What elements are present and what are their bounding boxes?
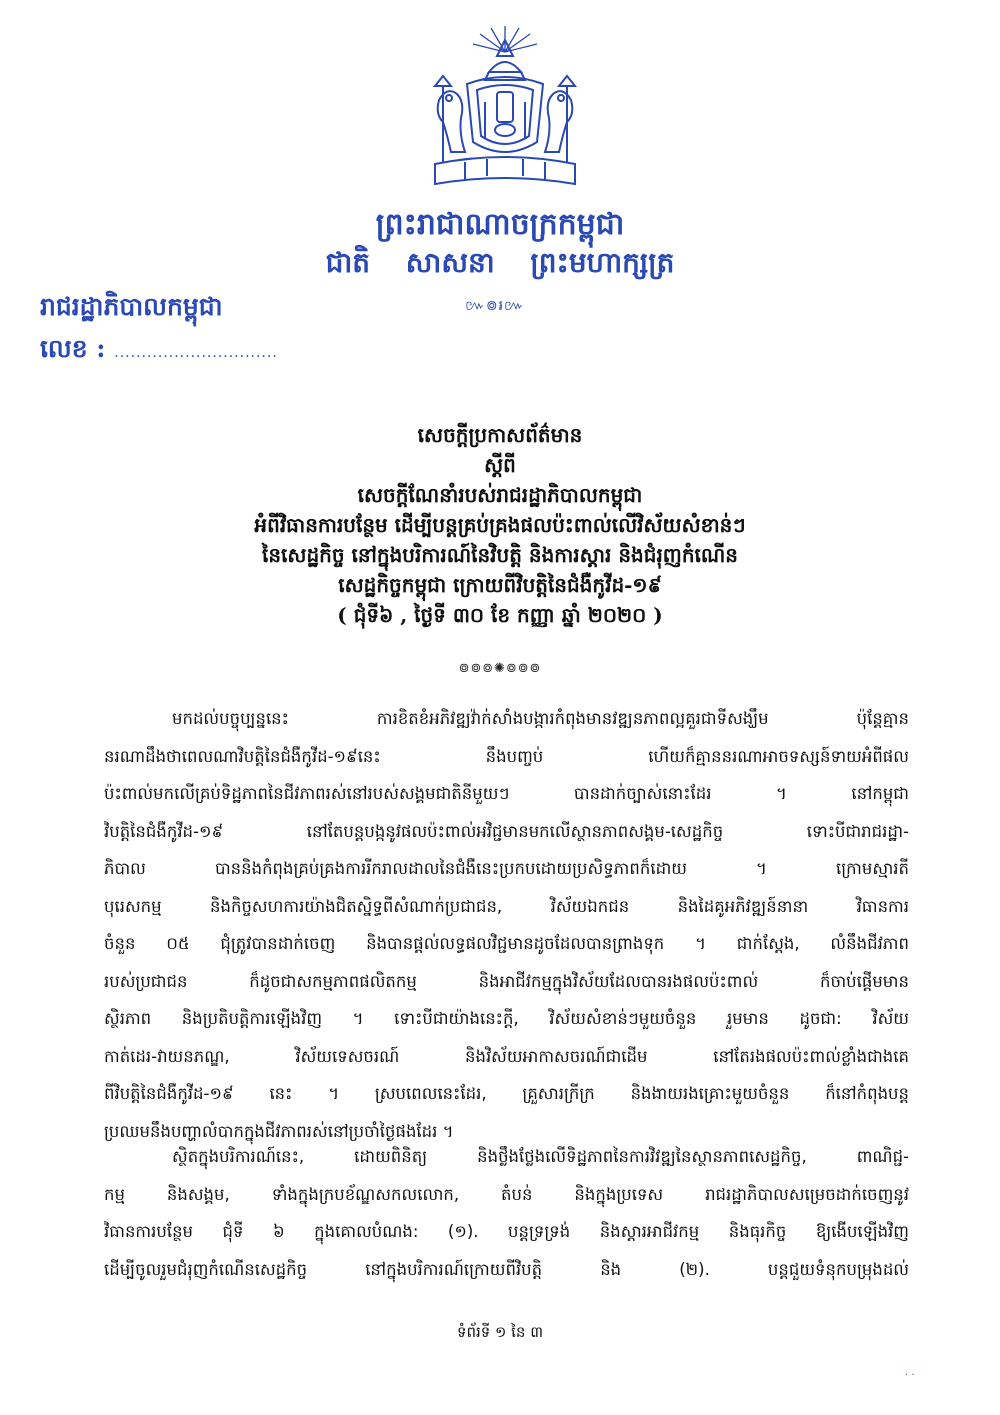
paragraph-line: ប្រឈមនឹងបញ្ហាលំបាកក្នុងជីវភាពរស់នៅប្រចាំថ្ងៃផងដែរ ។: [104, 1121, 454, 1141]
royal-coat-of-arms-emblem: [425, 22, 585, 197]
document-number-blank: ..............................: [114, 345, 278, 361]
paragraph-line: ស្ថិតក្នុងបរិការណ៍នេះ, ដោយពិនិត្យ និងថ្លឹងថ្លែងលើទិដ្ឋភាពនៃការវិវឌ្ឍនៃស្ថានភាពសេដ្ឋកិច្ច, ពាណិជ្ជ-: [172, 1147, 909, 1166]
paragraph-line: ស្ថិរភាព និងប្រតិបត្តិការឡើងវិញ ។ ទោះបីជាយ៉ាងនេះក្តី, វិស័យសំខាន់ៗមួយចំនួន រួមមាន ដូចជា: វិស័យ: [104, 1009, 909, 1028]
document-number: [40, 334, 278, 370]
paragraph-line: ចំនួន ០៥ ជុំត្រូវបានដាក់ចេញ និងបានផ្តល់លទ្ធផលវិជ្ជមានដូចដែលបានព្រាងទុក ។ ជាក់ស្តែង, លំនឹងជីវភាព: [104, 934, 909, 953]
paragraph-line: វិបត្តិនៃជំងឺកូវីដ-១៩ នៅតែបន្តបង្កនូវផលប៉ះពាល់អវិជ្ជមានមកលើស្ថានភាពសង្គម-សេដ្ឋកិច្ច ទោះបីជារាជរដ្ឋា-: [104, 821, 909, 841]
paragraph-line: ដើម្បីចូលរួមជំរុញកំណើនសេដ្ឋកិច្ច នៅក្នុងបរិការណ៍ក្រោយពីវិបត្តិ និង (២). បន្តជួយទំនុកបម្រុងដល់: [104, 1259, 909, 1279]
government-name: រាជរដ្ឋាភិបាលកម្ពុជា: [40, 292, 223, 321]
page-number: ទំព័រទី ១ នៃ ៣: [456, 1323, 544, 1341]
paragraph-line: របស់ប្រជាជន ក៏ដូចជាសកម្មភាពផលិតកម្ម និងអាជីវកម្មក្នុងវិស័យដែលបានរងផលប៉ះពាល់ ក៏ចាប់ផ្តើមមាន: [104, 971, 909, 991]
kingdom-name: ព្រះរាជាណាចក្រកម្ពុជា: [375, 207, 625, 242]
title-line: សេដ្ឋកិច្ចកម្ពុជា ក្រោយពីវិបត្តិនៃជំងឺកូវីដ-១៩: [338, 573, 662, 597]
body-paragraph-1: [104, 700, 909, 1150]
paragraph-line: មកដល់បច្ចុប្បន្ននេះ ការខិតខំអភិវឌ្ឍវ៉ាក់សាំងបង្ការកំពុងមានវឌ្ឍនភាពល្អគួរជាទីសង្ឃឹម ប៉ុន្តែគ្មាន: [172, 709, 909, 728]
paragraph-line: នរណាដឹងថាពេលណាវិបត្តិនៃជំងឺកូវីដ-១៩នេះ នឹងបញ្ចប់ ហើយក៏គ្មាននរណាអាចទស្សន៍ទាយអំពីផល: [104, 746, 909, 766]
motto-ornament: ៚៙៛៚: [465, 298, 525, 314]
paragraph-line: ភិបាល បាននិងកំពុងគ្រប់គ្រងការរីករាលដាលនៃជំងឺនេះប្រកបដោយប្រសិទ្ធភាពក៏ដោយ ។ ក្រោមស្មារតី: [104, 859, 909, 878]
corner-mark: · ·: [905, 1370, 915, 1381]
title-line: អំពីវិធានការបន្ថែម ដើម្បីបន្តគ្រប់គ្រងផលប៉ះពាល់លើវិស័យសំខាន់ៗ: [254, 513, 746, 537]
paragraph-line: ពីវិបត្តិនៃជំងឺកូវីដ-១៩ នេះ ។ ស្របពេលនេះដែរ, គ្រួសារក្រីក្រ និងងាយរងគ្រោះមួយចំនួន ក៏នៅកំពុងបន្ត: [104, 1084, 909, 1103]
document-title: [40, 420, 960, 630]
paragraph-line: កាត់ដេរ-វាយនភណ្ឌ, វិស័យទេសចរណ៍ និងវិស័យអាកាសចរណ៍ជាដើម នៅតែរងផលប៉ះពាល់ខ្លាំងជាងគេ: [104, 1046, 909, 1066]
title-line: នៃសេដ្ឋកិច្ច នៅក្នុងបរិការណ៍នៃវិបត្តិ និងការស្តារ និងជំរុញកំណើន: [262, 543, 738, 567]
title-line: សេចក្តីប្រកាសព័ត៌មាន: [417, 423, 583, 447]
body-paragraph-2: [104, 1138, 909, 1288]
national-motto: ជាតិ សាសនា ព្រះមហាក្សត្រ: [325, 246, 675, 279]
title-line: សេចក្តីណែនាំរបស់រាជរដ្ឋាភិបាលកម្ពុជា: [357, 483, 643, 507]
paragraph-line: កម្ម និងសង្គម, ទាំងក្នុងក្របខ័ណ្ឌសកលលោក, តំបន់ និងក្នុងប្រទេស រាជរដ្ឋាភិបាលសម្រេចដាក់ចេញនូវ: [104, 1184, 909, 1204]
title-line: ស្តីពី: [484, 453, 516, 477]
document-number-label: លេខ :: [40, 334, 106, 363]
paragraph-line: បុរេសកម្ម និងកិច្ចសហការយ៉ាងជិតស្និទ្ធពីសំណាក់ប្រជាជន, វិស័យឯកជន និងដៃគូអភិវឌ្ឍន៍នានា វិធានការ: [104, 896, 909, 916]
title-date-line: ( ជុំទី៦ , ថ្ងៃទី ៣០ ខែ កញ្ញា ឆ្នាំ ២០២០ ): [337, 603, 663, 627]
paragraph-line: ប៉ះពាល់មកលើគ្រប់ទិដ្ឋភាពនៃជីវភាពរស់នៅរបស់សង្គមជាតិនីមួយៗ បានដាក់ច្បាស់នោះដែរ ។ នៅកម្ពុជា: [104, 784, 909, 803]
title-ornament: ៙៙៙✺៙៙៙: [458, 661, 542, 676]
paragraph-line: វិធានការបន្ថែម ជុំទី ៦ ក្នុងគោលបំណង: (១). បន្តទ្រទ្រង់ និងស្តារអាជីវកម្ម និងធុរកិច្ច ឱ្យងើបឡើងវិញ: [104, 1222, 909, 1241]
